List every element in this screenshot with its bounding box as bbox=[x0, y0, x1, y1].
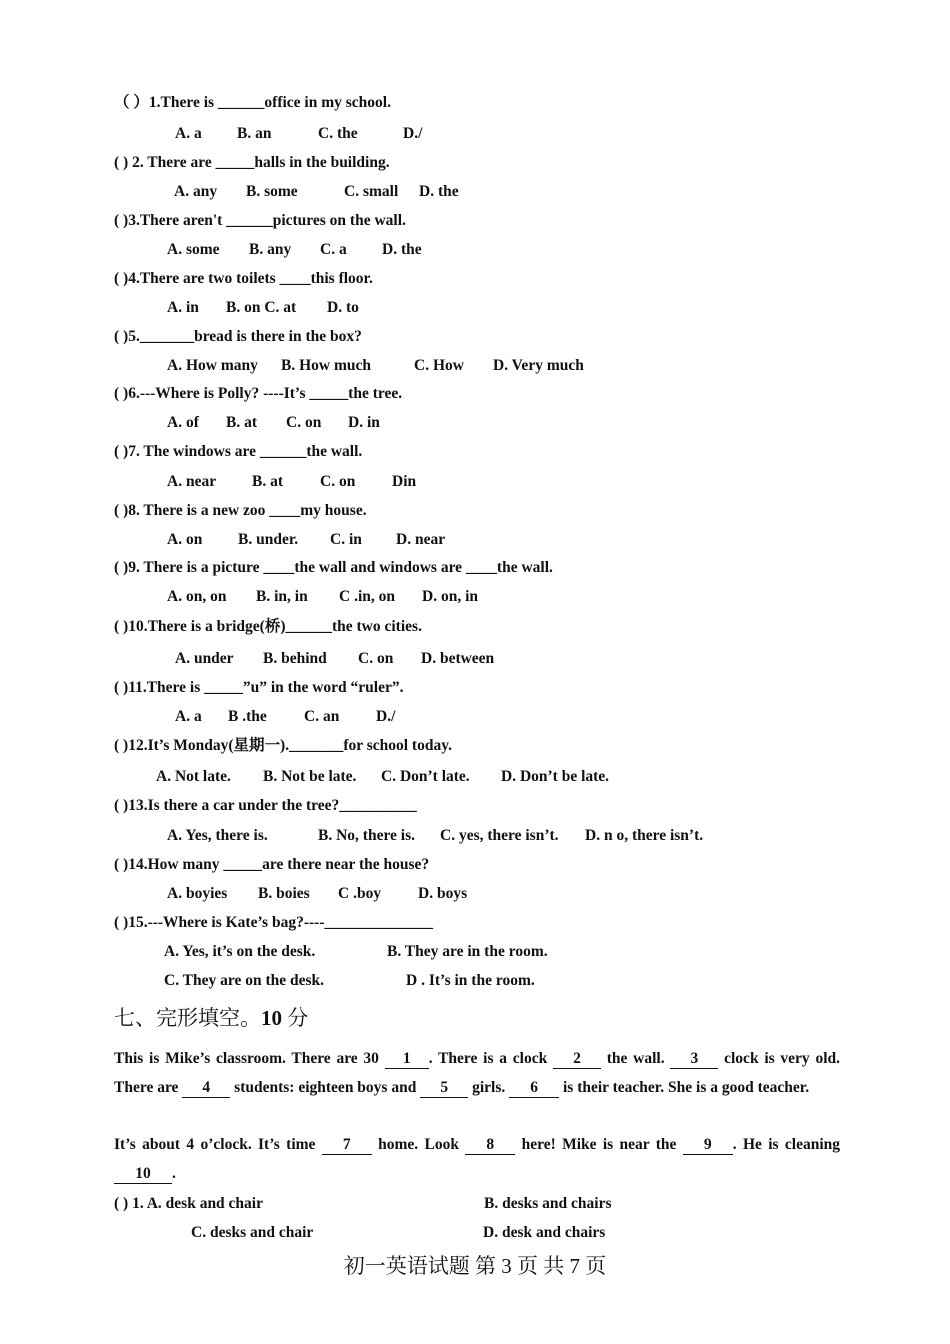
passage-text: girls. bbox=[468, 1079, 510, 1096]
option-a: A. a bbox=[175, 125, 202, 142]
section-score-unit: 分 bbox=[282, 1006, 309, 1030]
option-a: A. of bbox=[167, 414, 199, 431]
option-c: C. They are on the desk. bbox=[164, 972, 325, 989]
option-b: B. behind bbox=[263, 650, 327, 667]
cloze-blank-2: 2 bbox=[553, 1050, 601, 1069]
option-d: D . It’s in the room. bbox=[406, 972, 535, 989]
cloze-blank-5: 5 bbox=[420, 1079, 468, 1098]
option-b: B. desks and chairs bbox=[484, 1195, 612, 1212]
option-b: B. under. bbox=[238, 531, 299, 548]
option-d: D. near bbox=[396, 531, 446, 548]
cloze-blank-3: 3 bbox=[670, 1050, 718, 1069]
option-d: D. the bbox=[382, 241, 422, 258]
passage-text: here! Mike is near the bbox=[515, 1136, 683, 1153]
option-a: A. a bbox=[175, 708, 202, 725]
option-b: B. some bbox=[246, 183, 298, 200]
option-d: D. desk and chairs bbox=[483, 1224, 606, 1241]
option-d: D. to bbox=[327, 299, 359, 316]
question-stem: ( )11.There is _____”u” in the word “ruler”. bbox=[114, 679, 404, 696]
option-a: A. Yes, it’s on the desk. bbox=[164, 943, 316, 960]
option-c: C. on bbox=[358, 650, 394, 667]
option-d: D. on, in bbox=[422, 588, 478, 605]
option-c: C. in bbox=[330, 531, 362, 548]
passage-text: This is Mike’s classroom. There are 30 bbox=[114, 1050, 385, 1067]
option-c: C. yes, there isn’t. bbox=[440, 827, 559, 844]
question-stem: ( )6.---Where is Polly? ----It’s _____the tree. bbox=[114, 385, 403, 402]
option-a: A. Yes, there is. bbox=[167, 827, 268, 844]
option-a: A. How many bbox=[167, 357, 258, 374]
option-d: D./ bbox=[403, 125, 423, 142]
section-title: 七、完形填空。 bbox=[114, 1006, 261, 1030]
option-a: A. on bbox=[167, 531, 203, 548]
option-d: D. the bbox=[419, 183, 459, 200]
option-a: A. some bbox=[167, 241, 220, 258]
option-b: B. No, there is. bbox=[318, 827, 416, 844]
cloze-blank-6: 6 bbox=[509, 1079, 559, 1098]
section-heading bbox=[114, 1005, 308, 1031]
option-d: D./ bbox=[376, 708, 396, 725]
option-c: C .in, on bbox=[339, 588, 395, 605]
option-c: C. Don’t late. bbox=[381, 768, 470, 785]
passage-text: clock is very old. There are bbox=[114, 1050, 841, 1096]
option-a: A. near bbox=[167, 473, 217, 490]
option-d: D. n o, there isn’t. bbox=[585, 827, 704, 844]
passage-text: It’s about 4 o’clock. It’s time bbox=[114, 1136, 322, 1153]
passage-text: the wall. bbox=[600, 1050, 671, 1067]
option-b: B. They are in the room. bbox=[387, 943, 548, 960]
cloze-blank-9: 9 bbox=[683, 1136, 733, 1155]
option-c: C. a bbox=[320, 241, 347, 258]
question-stem: ( ) 2. There are _____halls in the building. bbox=[114, 154, 390, 171]
option-b: B. any bbox=[249, 241, 292, 258]
question-stem: ( ) 1. A. desk and chair bbox=[114, 1195, 263, 1212]
option-b: B. at bbox=[252, 473, 283, 490]
cloze-blank-8: 8 bbox=[465, 1136, 515, 1155]
question-stem: ( )4.There are two toilets ____this floor. bbox=[114, 270, 373, 287]
option-a: A. in bbox=[167, 299, 199, 316]
option-d: D. Very much bbox=[493, 357, 584, 374]
question-stem: ( )3.There aren't ______pictures on the wall. bbox=[114, 212, 406, 229]
option-b: B. How much bbox=[281, 357, 371, 374]
option-d: Din bbox=[392, 473, 417, 490]
option-a: A. Not late. bbox=[156, 768, 231, 785]
cloze-passage-paragraph-1 bbox=[114, 1044, 840, 1102]
option-b: B. an bbox=[237, 125, 272, 142]
option-d: D. Don’t be late. bbox=[501, 768, 610, 785]
option-c: C. How bbox=[414, 357, 464, 374]
cloze-blank-4: 4 bbox=[182, 1079, 230, 1098]
passage-text: home. Look bbox=[371, 1136, 466, 1153]
option-a: A. boyies bbox=[167, 885, 228, 902]
option-b: B. in, in bbox=[256, 588, 308, 605]
cloze-blank-1: 1 bbox=[385, 1050, 429, 1069]
cloze-blank-7: 7 bbox=[322, 1136, 372, 1155]
question-stem: ( )7. The windows are ______the wall. bbox=[114, 443, 363, 460]
option-c: C .boy bbox=[338, 885, 382, 902]
option-b: B .the bbox=[228, 708, 267, 725]
option-d: D. in bbox=[348, 414, 380, 431]
question-stem: ( )12.It’s Monday(星期一)._______for school today. bbox=[114, 737, 452, 754]
option-c: C. desks and chair bbox=[191, 1224, 314, 1241]
question-stem: （ ）1.There is ______office in my school. bbox=[114, 94, 391, 111]
option-c: C. the bbox=[318, 125, 358, 142]
option-b: B. boies bbox=[258, 885, 310, 902]
question-stem: ( )14.How many _____are there near the house? bbox=[114, 856, 430, 873]
question-stem: ( )5._______bread is there in the box? bbox=[114, 328, 362, 345]
option-d: D. between bbox=[421, 650, 495, 667]
cloze-blank-10: 10 bbox=[114, 1165, 172, 1184]
option-d: D. boys bbox=[418, 885, 468, 902]
option-b: B. on C. at bbox=[226, 299, 297, 316]
option-c: C. on bbox=[286, 414, 322, 431]
cloze-passage-paragraph-2 bbox=[114, 1130, 840, 1188]
passage-text: . bbox=[172, 1165, 176, 1182]
option-c: C. small bbox=[344, 183, 399, 200]
option-a: A. under bbox=[175, 650, 234, 667]
question-stem: ( )9. There is a picture ____the wall and windows are ____the wall. bbox=[114, 559, 553, 576]
option-c: C. on bbox=[320, 473, 356, 490]
question-stem: ( )8. There is a new zoo ____my house. bbox=[114, 502, 367, 519]
option-a: A. on, on bbox=[167, 588, 227, 605]
option-b: B. Not be late. bbox=[263, 768, 357, 785]
question-stem: ( )15.---Where is Kate’s bag?----______________ bbox=[114, 914, 433, 931]
passage-text: students: eighteen boys and bbox=[230, 1079, 421, 1096]
passage-text: . He is cleaning bbox=[732, 1136, 841, 1153]
page-footer: 初一英语试题 第 3 页 共 7 页 bbox=[343, 1254, 607, 1278]
option-a: A. any bbox=[174, 183, 218, 200]
passage-text: is their teacher. She is a good teacher. bbox=[559, 1079, 810, 1096]
option-c: C. an bbox=[304, 708, 340, 725]
option-b: B. at bbox=[226, 414, 257, 431]
question-stem: ( )10.There is a bridge(桥)______the two cities. bbox=[114, 618, 422, 635]
passage-text: . There is a clock bbox=[428, 1050, 553, 1067]
question-stem: ( )13.Is there a car under the tree?__________ bbox=[114, 797, 417, 814]
section-score: 10 bbox=[261, 1006, 282, 1030]
